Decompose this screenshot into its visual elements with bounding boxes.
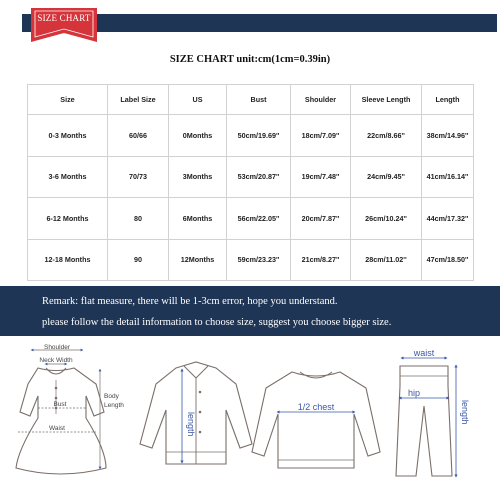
dress-waist-label: Waist [48, 425, 66, 432]
table-row [28, 198, 474, 240]
pants-waist-label: waist [413, 348, 435, 358]
table-cell: 41cm/16.14'' [422, 156, 474, 198]
table-cell: 22cm/8.66'' [351, 115, 422, 157]
column-header: Size [28, 85, 108, 115]
table-cell: 6-12 Months [28, 198, 108, 240]
table-cell: 56cm/22.05'' [227, 198, 291, 240]
dress-neck-label: Neck Width [39, 357, 73, 364]
table-cell: 47cm/18.50'' [422, 239, 474, 281]
size-chart-badge: SIZE CHART [37, 13, 91, 23]
column-header: Length [422, 85, 474, 115]
table-cell: 26cm/10.24'' [351, 198, 422, 240]
table-cell: 44cm/17.32'' [422, 198, 474, 240]
pants-hip-label: hip [407, 388, 421, 398]
remark-text: please follow the detail information to choose size, suggest you choose bigger size. [42, 317, 392, 328]
page-title: SIZE CHART unit:cm(1cm=0.39in) [169, 54, 331, 65]
dress-body-label: Body [104, 393, 119, 400]
sweater-diagram [252, 372, 380, 468]
table-cell: 12Months [169, 239, 227, 281]
table-cell: 6Months [169, 198, 227, 240]
column-header: US [169, 85, 227, 115]
table-cell: 60/66 [108, 115, 169, 157]
remark-text: Remark: flat measure, there will be 1-3cm error, hope you understand. [42, 296, 338, 307]
table-cell: 0-3 Months [28, 115, 108, 157]
remark-banner [0, 286, 500, 336]
dress-length-label: Length [104, 402, 124, 409]
table-cell: 21cm/8.27'' [291, 239, 351, 281]
table-cell: 19cm/7.48'' [291, 156, 351, 198]
table-cell: 0Months [169, 115, 227, 157]
column-header: Shoulder [291, 85, 351, 115]
measurement-diagrams [0, 340, 500, 500]
size-table [27, 84, 474, 281]
column-header: Sleeve Length [351, 85, 422, 115]
table-cell: 3Months [169, 156, 227, 198]
table-cell: 18cm/7.09'' [291, 115, 351, 157]
table-cell: 3-6 Months [28, 156, 108, 198]
table-cell: 50cm/19.69'' [227, 115, 291, 157]
table-row [28, 239, 474, 281]
dress-diagram [16, 350, 106, 474]
table-cell: 24cm/9.45'' [351, 156, 422, 198]
pants-diagram [396, 358, 456, 476]
table-cell: 38cm/14.96'' [422, 115, 474, 157]
table-cell: 59cm/23.23'' [227, 239, 291, 281]
table-row [28, 115, 474, 157]
sweater-chest-label: 1/2 chest [297, 402, 335, 412]
table-cell: 70/73 [108, 156, 169, 198]
table-header-row [28, 85, 474, 115]
table-cell: 28cm/11.02'' [351, 239, 422, 281]
pants-length-label: length [460, 400, 470, 425]
table-row [28, 156, 474, 198]
column-header: Bust [227, 85, 291, 115]
dress-bust-label: Bust [53, 401, 67, 408]
table-cell: 20cm/7.87'' [291, 198, 351, 240]
table-cell: 12-18 Months [28, 239, 108, 281]
jacket-length-label: length [186, 412, 196, 437]
table-cell: 80 [108, 198, 169, 240]
table-cell: 53cm/20.87'' [227, 156, 291, 198]
dress-shoulder-label: Shoulder [43, 344, 71, 351]
column-header: Label Size [108, 85, 169, 115]
table-cell: 90 [108, 239, 169, 281]
